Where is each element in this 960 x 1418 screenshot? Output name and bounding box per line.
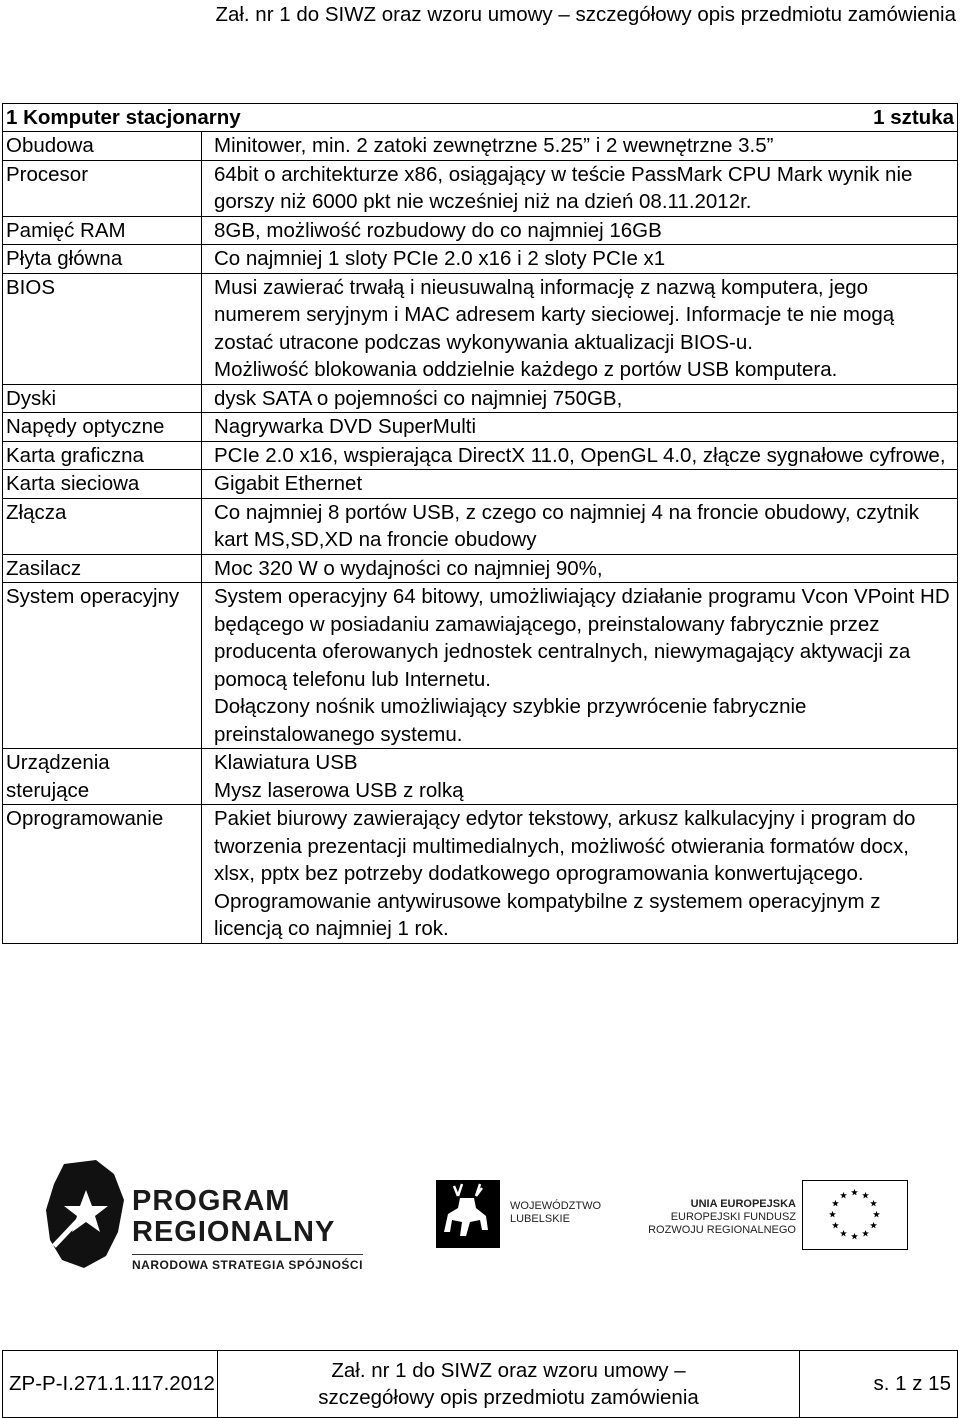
spec-value-line: Gigabit Ethernet	[214, 472, 363, 495]
spec-value	[202, 413, 958, 442]
eu-flag-stars-icon	[802, 1180, 908, 1250]
spec-row	[3, 805, 958, 944]
spec-row	[3, 160, 958, 216]
eu-star-icon	[832, 1200, 839, 1207]
eu-star-icon	[840, 1192, 847, 1199]
spec-value-line: 64bit o architekturze x86, osiągający w teście PassMark CPU Mark wynik nie gorszy niż 6000 pkt nie wcześniej niż na dzień 08.11.2012r.	[214, 162, 913, 213]
spec-value-line: 8GB, możliwość rozbudowy do co najmniej 16GB	[214, 218, 662, 242]
eu-logo	[644, 1180, 914, 1250]
spec-label: Płyta główna	[3, 245, 202, 274]
spec-value	[202, 216, 958, 245]
spec-value-line: Minitower, min. 2 zatoki zewnętrzne 5.25” i 2 wewnętrzne 3.5”	[214, 134, 774, 157]
spec-row	[3, 413, 958, 442]
spec-value	[202, 498, 958, 554]
spec-value-line: dysk SATA o pojemności co najmniej 750GB,	[214, 386, 623, 410]
eu-star-icon	[862, 1230, 869, 1237]
spec-value	[202, 470, 958, 499]
spec-value	[202, 132, 958, 161]
spec-row	[3, 498, 958, 554]
spec-row	[3, 245, 958, 274]
spec-value-line: Mysz laserowa USB z rolką	[214, 778, 464, 802]
spec-label: Karta sieciowa	[3, 470, 202, 499]
footer-reference: ZP-P-I.271.1.117.2012	[3, 1351, 218, 1418]
eu-star-icon	[840, 1230, 847, 1237]
wojewodztwo-line2: LUBELSKIE	[510, 1213, 570, 1225]
spec-row	[3, 583, 958, 749]
spec-label: BIOS	[3, 273, 202, 384]
eu-star-icon	[862, 1192, 869, 1199]
spec-value-line: System operacyjny 64 bitowy, umożliwiający działanie programu Vcon VPoint HD będącego w posiadaniu zamawiającego, preinstalowany fabrycznie przez producenta oferowanych jednostek centralnych, niewymagający aktywacji za pomocą telefonu lub Internetu.	[214, 585, 950, 691]
poland-map-star-icon	[44, 1160, 128, 1270]
eu-star-icon	[870, 1222, 877, 1229]
spec-label: Napędy optyczne	[3, 413, 202, 442]
spec-row	[3, 470, 958, 499]
spec-label: System operacyjny	[3, 583, 202, 749]
spec-row	[3, 749, 958, 805]
spec-value	[202, 384, 958, 413]
eu-star-icon	[851, 1233, 858, 1240]
spec-title: 1 Komputer stacjonarny	[6, 106, 241, 129]
spec-value	[202, 273, 958, 384]
page-footer	[2, 1350, 958, 1418]
spec-value	[202, 554, 958, 583]
wojewodztwo-line1: WOJEWÓDZTWO	[510, 1200, 602, 1212]
eu-star-icon	[870, 1200, 877, 1207]
spec-value-line: Musi zawierać trwałą i nieusuwalną informację z nazwą komputera, jego numerem seryjnym i MAC adresem karty sieciowej. Informacje te nie mogą zostać utracone podczas wykonywania aktualizacji BIOS-u.	[214, 275, 895, 354]
spec-value-line: PCIe 2.0 x16, wspierająca DirectX 11.0, OpenGL 4.0, złącze sygnałowe cyfrowe,	[214, 443, 946, 467]
spec-value	[202, 583, 958, 749]
eu-star-icon	[873, 1211, 880, 1218]
footer-title-line1: Zał. nr 1 do SIWZ oraz wzoru umowy –	[331, 1359, 686, 1382]
spec-label: Urządzenia sterujące	[3, 749, 202, 805]
spec-value-line: Co najmniej 1 sloty PCIe 2.0 x16 i 2 sloty PCIe x1	[214, 247, 666, 270]
eu-line3: ROZWOJU REGIONALNEGO	[648, 1224, 796, 1236]
spec-value	[202, 441, 958, 470]
spec-row	[3, 132, 958, 161]
spec-table	[2, 103, 958, 944]
spec-value	[202, 805, 958, 944]
spec-value	[202, 749, 958, 805]
spec-value	[202, 245, 958, 274]
spec-row	[3, 554, 958, 583]
spec-label: Procesor	[3, 160, 202, 216]
spec-value-line: Klawiatura USB	[214, 751, 358, 774]
eu-star-icon	[832, 1222, 839, 1229]
footer-page-number: s. 1 z 15	[800, 1351, 958, 1418]
spec-value-line: Co najmniej 8 portów USB, z czego co najmniej 4 na froncie obudowy, czytnik kart MS,SD,XD na froncie obudowy	[214, 500, 919, 551]
spec-value-line: Nagrywarka DVD SuperMulti	[214, 415, 477, 438]
footer-title-line2: szczegółowy opis przedmiotu zamówienia	[318, 1386, 699, 1409]
spec-row	[3, 273, 958, 384]
spec-label: Dyski	[3, 384, 202, 413]
spec-label: Karta graficzna	[3, 441, 202, 470]
eu-star-icon	[829, 1211, 836, 1218]
spec-value-line: Oprogramowanie antywirusowe kompatybilne z systemem operacyjnym z licencją co najmniej 1 rok.	[214, 889, 881, 940]
spec-row	[3, 384, 958, 413]
spec-label: Złącza	[3, 498, 202, 554]
page-header-text: Zał. nr 1 do SIWZ oraz wzoru umowy – szczegółowy opis przedmiotu zamówienia	[215, 3, 956, 26]
eu-star-icon	[851, 1189, 858, 1196]
spec-title-row	[3, 104, 958, 132]
page-header	[0, 2, 956, 28]
spec-row	[3, 216, 958, 245]
program-logo-line3: NARODOWA STRATEGIA SPÓJNOŚCI	[132, 1254, 363, 1272]
deer-coat-of-arms-icon	[436, 1180, 500, 1248]
program-logo-line2: REGIONALNY	[132, 1216, 336, 1248]
wojewodztwo-lubelskie-logo	[436, 1180, 616, 1250]
spec-quantity: 1 sztuka	[873, 106, 954, 129]
eu-line1: UNIA EUROPEJSKA	[690, 1198, 796, 1210]
spec-value-line: Możliwość blokowania oddzielnie każdego z portów USB komputera.	[214, 358, 838, 381]
spec-row	[3, 441, 958, 470]
program-logo-line1: PROGRAM	[132, 1185, 291, 1217]
logos-strip	[0, 1160, 960, 1280]
spec-label: Pamięć RAM	[3, 216, 202, 245]
eu-line2: EUROPEJSKI FUNDUSZ	[670, 1211, 796, 1223]
spec-label: Zasilacz	[3, 554, 202, 583]
footer-title	[218, 1351, 800, 1418]
spec-label: Obudowa	[3, 132, 202, 161]
spec-value	[202, 160, 958, 216]
spec-value-line: Dołączony nośnik umożliwiający szybkie przywrócenie fabrycznie preinstalowanego systemu.	[214, 695, 807, 746]
spec-value-line: Pakiet biurowy zawierający edytor tekstowy, arkusz kalkulacyjny i program do tworzenia prezentacji multimedialnych, możliwość otwierania formatów docx, xlsx, pptx bez potrzeby dodatkowego oprogramowania konwertującego.	[214, 807, 916, 885]
program-regionalny-logo	[44, 1160, 384, 1270]
spec-value-line: Moc 320 W o wydajności co najmniej 90%,	[214, 556, 603, 580]
spec-label: Oprogramowanie	[3, 805, 202, 944]
